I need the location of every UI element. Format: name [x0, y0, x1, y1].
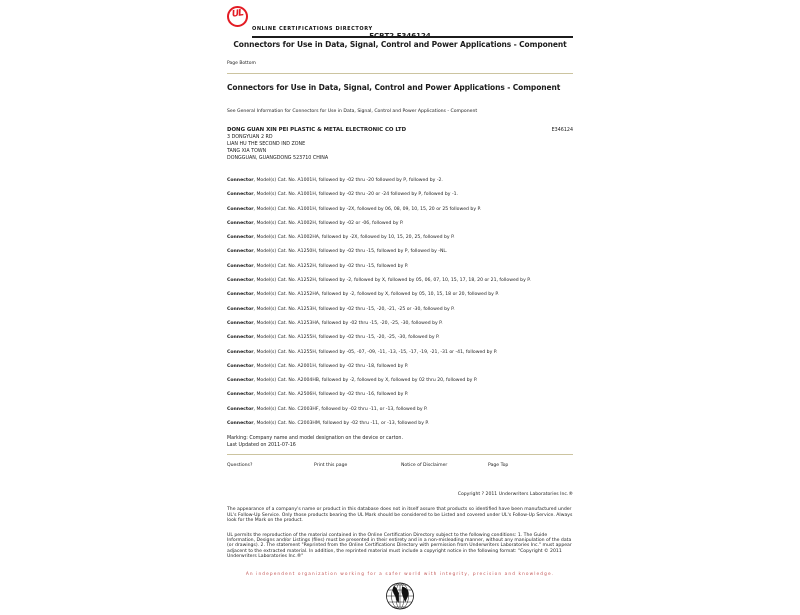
tagline-text: An independent organization working for a safer world with integrity, precision and knowledge.: [245, 571, 555, 577]
model-line: [227, 360, 573, 374]
legal-paragraph-2: UL permits the reproduction of the material contained in the Online Certification Directory subject to the following conditions: 1. The Guide Information, Designs and/or Listings (files) must be presented in their entirety and in a non-misleading manner, without any manipulation of the data (or drawings). 2. The statement "Reprinted from the Online Certifications Directory with permission from Underwriters Laboratories Inc." must appear adjacent to the extracted material. In addition, the reprinted material must include a copyright notice in the following format: "Copyright © 2011 Underwriters Laboratories Inc.®": [227, 532, 572, 559]
connector-label: Connector: [227, 249, 254, 255]
ul-logo-text: UL: [230, 8, 244, 20]
model-line: [227, 288, 573, 302]
section-title: Connectors for Use in Data, Signal, Control and Power Applications - Component: [227, 83, 561, 92]
page: [227, 0, 573, 615]
general-info-link[interactable]: See General Information for Connectors for Use in Data, Signal, Control and Power Applications - Component: [227, 109, 478, 114]
address-line: DONGGUAN, GUANGDONG 523710 CHINA: [227, 156, 329, 161]
connector-label: Connector: [227, 263, 254, 269]
company-file-number: E346124: [551, 128, 573, 133]
model-text: , Model(s) Cat. No. C2003HM, followed by -02 thru -11, or -13, followed by P.: [253, 421, 429, 427]
connector-label: Connector: [227, 178, 254, 183]
model-text: , Model(s) Cat. No. A1001H, followed by -02 thru -20 or -24 followed by P, followed by -1.: [253, 192, 459, 198]
model-text: , Model(s) Cat. No. A1252H, followed by -02 thru -15, followed by P.: [253, 263, 409, 269]
model-line: [227, 403, 573, 417]
model-text: , Model(s) Cat. No. A1002H, followed by -02 or -06, followed by P.: [253, 220, 404, 226]
connector-label: Connector: [227, 406, 254, 412]
model-text: , Model(s) Cat. No. A1002HA, followed by -2X, followed by 10, 15, 20, 25, followed by P.: [253, 235, 455, 241]
connector-label: Connector: [227, 335, 254, 341]
page-bottom-link[interactable]: Page Bottom: [227, 61, 256, 66]
model-text: , Model(s) Cat. No. A1255H, followed by -02 thru -15, -20, -25, -30, followed by P.: [253, 335, 440, 341]
model-line: [227, 188, 573, 202]
connector-label: Connector: [227, 220, 254, 226]
model-line: [227, 274, 573, 288]
model-text: , Model(s) Cat. No. A1252HA, followed by -2, followed by X, followed by 05, 10, 15, 18 or 20, followed by P.: [253, 292, 499, 298]
legal-paragraph-1: The appearance of a company's name or product in this database does not in itself assure that products so identified have been manufactured under UL's Follow-Up Service. Only those products bearing the UL Mark should be considered to be Listed and covered under UL's Follow-Up Service. Always look for the Mark on the product.: [227, 507, 573, 523]
model-text: , Model(s) Cat. No. A1253HA, followed by -02 thru -15, -20, -25, -30, followed by P.: [253, 320, 443, 326]
footer-links: [227, 463, 573, 468]
connector-label: Connector: [227, 235, 254, 241]
model-text: , Model(s) Cat. No. C2003HF, followed by -02 thru -11, or -13, followed by P.: [253, 406, 428, 412]
model-line: [227, 260, 573, 274]
model-line: [227, 331, 573, 345]
connector-label: Connector: [227, 292, 254, 298]
directory-title: ONLINE CERTIFICATIONS DIRECTORY: [252, 26, 373, 32]
ul-logo-icon: [227, 6, 248, 27]
connector-label: Connector: [227, 306, 254, 312]
model-text: , Model(s) Cat. No. A1001H, followed by -2X, followed by 06, 08, 09, 10, 15, 20 or 25 followed by P.: [253, 206, 482, 212]
divider-bottom: [227, 454, 573, 455]
connector-label: Connector: [227, 349, 254, 355]
model-text: , Model(s) Cat. No. A2001H, followed by -02 thru -18, followed by P.: [253, 363, 409, 369]
model-line: [227, 374, 573, 388]
model-line: [227, 388, 573, 402]
model-text: , Model(s) Cat. No. A1252H, followed by -2, followed by X, followed by 05, 06, 07, 10, 15, 17, 18, 20 or 21, followed by P.: [253, 278, 531, 284]
model-line: [227, 231, 573, 245]
masthead: [227, 5, 573, 32]
model-line: [227, 417, 573, 431]
connector-label: Connector: [227, 421, 254, 427]
address-line: 3 DONGYUAN 2 RD: [227, 135, 273, 140]
divider-top: [227, 73, 573, 74]
model-line: [227, 317, 573, 331]
address-line: TANG XIA TOWN: [227, 149, 267, 154]
connector-label: Connector: [227, 363, 254, 369]
company-name: DONG GUAN XIN PEI PLASTIC & METAL ELECTRONIC CO LTD: [227, 127, 407, 133]
model-text: , Model(s) Cat. No. A1001H, followed by -02 thru -20 followed by P, followed by -2.: [253, 178, 443, 183]
connector-label: Connector: [227, 320, 254, 326]
globe-icon: [384, 581, 416, 611]
globe-wrap: [227, 581, 573, 615]
address-line: LIAN HU THE SECOND IND ZONE: [227, 142, 306, 147]
model-line: [227, 174, 573, 188]
connector-label: Connector: [227, 206, 254, 212]
last-updated-text: Last Updated on 2011-07-16: [227, 442, 296, 448]
model-line: [227, 203, 573, 217]
connector-label: Connector: [227, 392, 254, 398]
company-block: [227, 127, 573, 162]
footer-link[interactable]: Page Top: [488, 463, 509, 469]
footer-link[interactable]: Questions?: [227, 463, 253, 469]
connector-label: Connector: [227, 378, 254, 384]
footer-link[interactable]: Print this page: [314, 463, 348, 469]
model-text: , Model(s) Cat. No. A1255H, followed by -05, -07, -09, -11, -13, -15, -17, -19, -21, -31 or -41, followed by P.: [253, 349, 498, 355]
model-line: [227, 217, 573, 231]
model-line: [227, 346, 573, 360]
marking-block: [227, 436, 573, 449]
model-list: [227, 174, 573, 431]
model-text: , Model(s) Cat. No. A2506H, followed by -02 thru -16, followed by P.: [253, 392, 409, 398]
copyright-text: Copyright ? 2011 Underwriters Laboratories Inc.®: [457, 492, 573, 498]
model-text: , Model(s) Cat. No. A1253H, followed by -02 thru -15, -20, -21, -25 or -30, followed by P.: [253, 306, 455, 312]
model-text: , Model(s) Cat. No. A1250H, followed by -02 thru -15, followed by P, followed by -NL.: [253, 249, 448, 255]
model-line: [227, 303, 573, 317]
connector-label: Connector: [227, 192, 254, 198]
marking-text: Marking: Company name and model designation on the device or carton.: [227, 436, 403, 442]
model-text: , Model(s) Cat. No. A2004HB, followed by -2, followed by X, followed by 02 thru 20, followed by P.: [253, 378, 478, 384]
footer-link[interactable]: Notice of Disclaimer: [401, 463, 448, 469]
model-line: [227, 245, 573, 259]
page-title: Connectors for Use in Data, Signal, Control and Power Applications - Component: [233, 40, 567, 49]
file-number-heading: ECBT2.E346124: [369, 32, 431, 40]
company-address: [227, 134, 573, 162]
connector-label: Connector: [227, 278, 254, 284]
